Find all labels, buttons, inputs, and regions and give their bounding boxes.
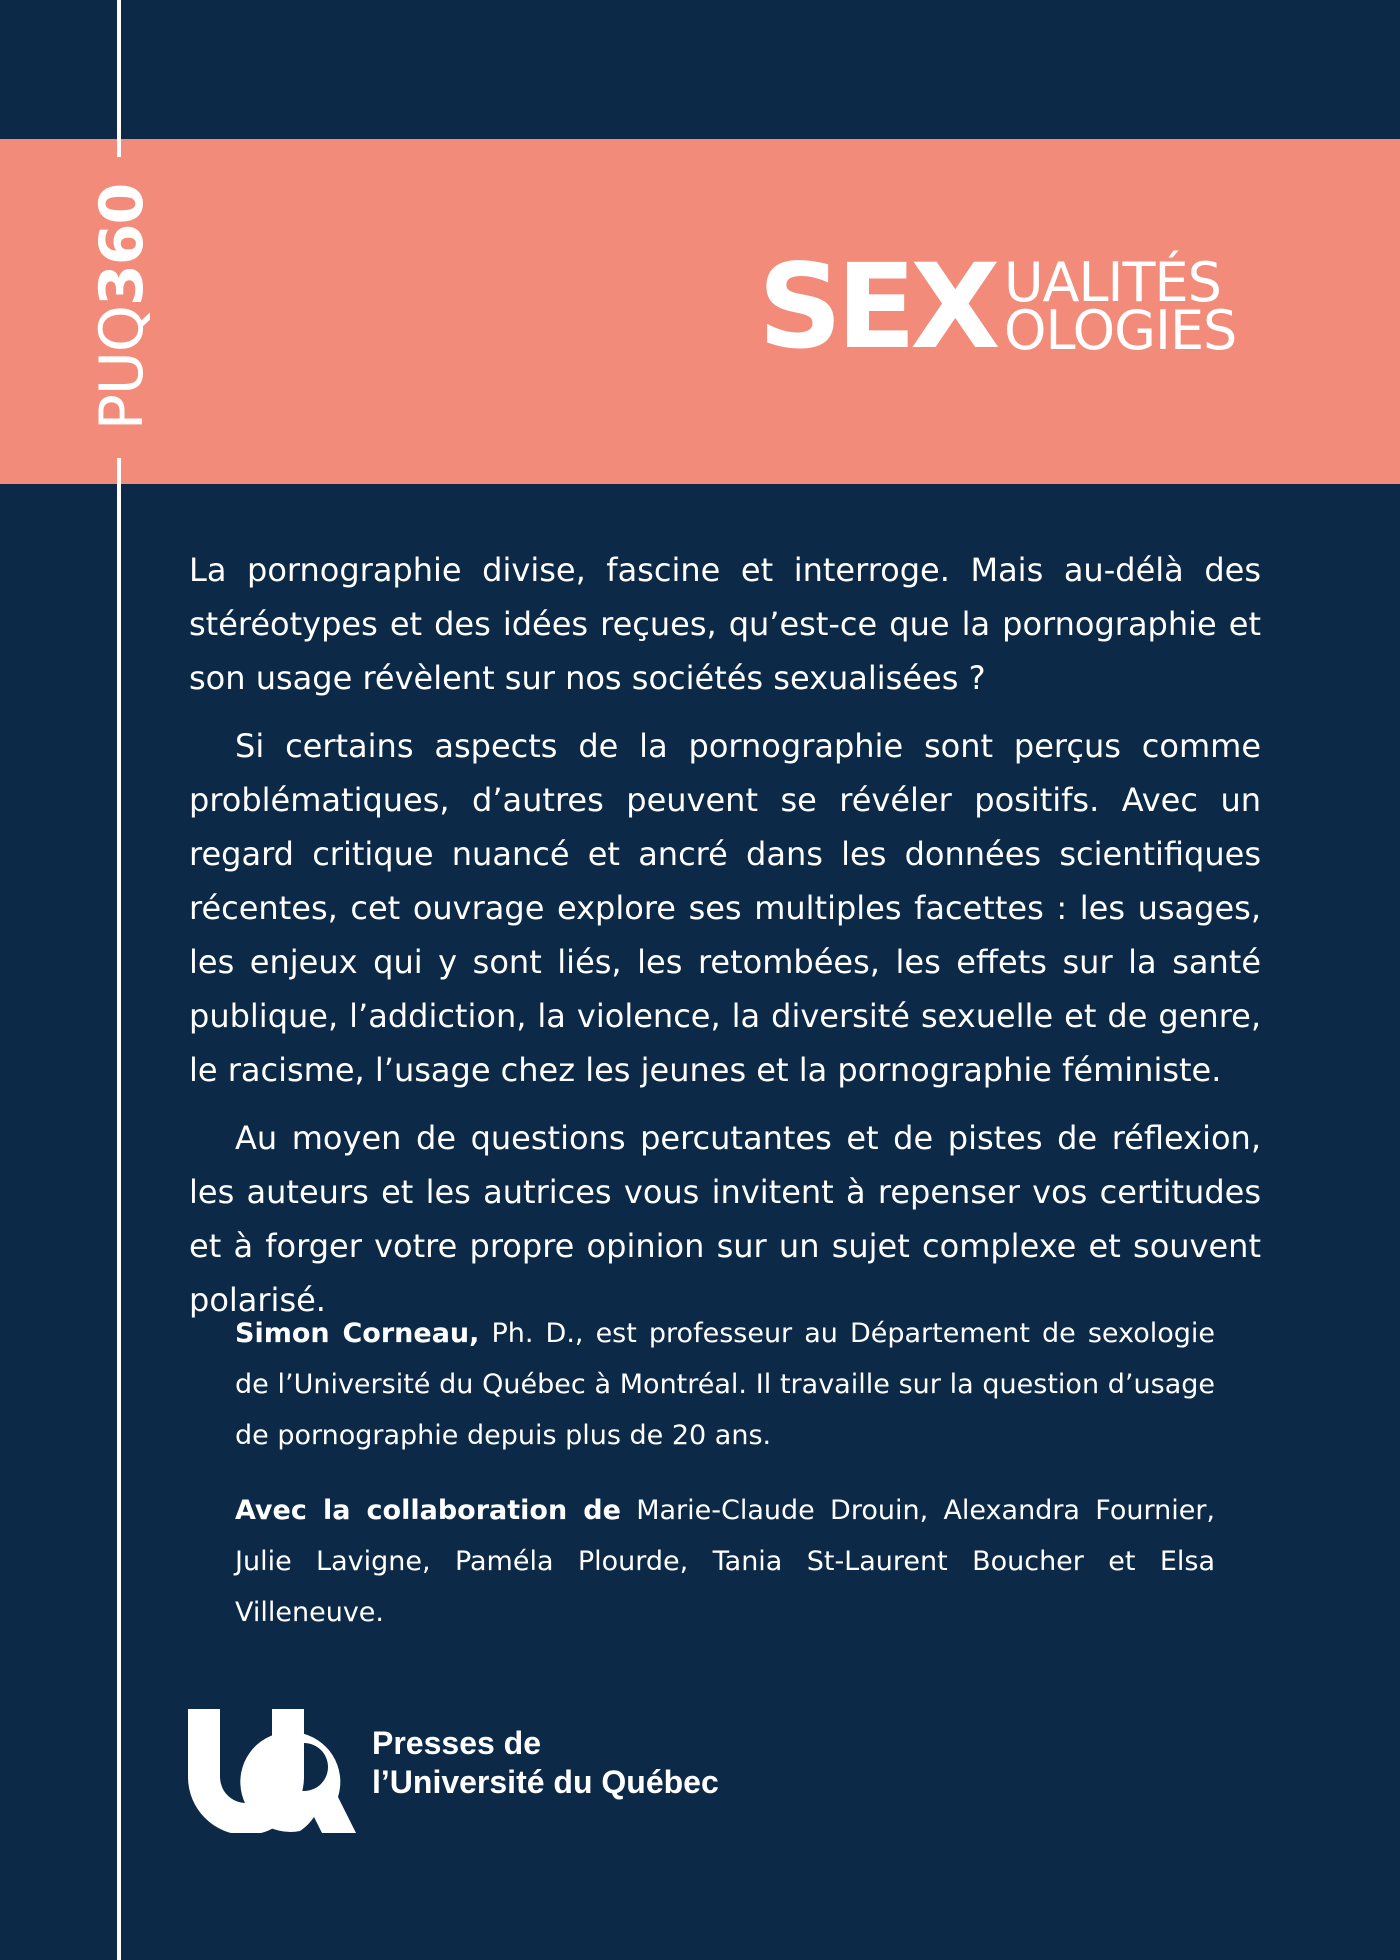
author-name: Simon Corneau,: [235, 1318, 480, 1349]
collection-logo-suffix-2: OLOGIES: [1004, 299, 1237, 362]
series-label-bold: 360: [87, 183, 157, 306]
publisher-line-2: l’Université du Québec: [372, 1764, 719, 1800]
vertical-rule-band: [117, 139, 121, 157]
book-description: [189, 543, 1261, 1341]
publisher-line-1: Presses de: [372, 1725, 542, 1761]
collaborators-names: Marie-Claude Drouin, Alexandra Fournier, Julie Lavigne, Paméla Plourde, Tania St-Laurent Boucher et Elsa Villeneuve.: [235, 1495, 1215, 1628]
description-paragraph-3: Au moyen de questions percutantes et de pistes de réflexion, les auteurs et les autrices vous invitent à repenser vos certitudes et à forger votre propre opinion sur un sujet complexe et souvent polarisé.: [189, 1119, 1261, 1319]
vertical-rule-top: [117, 0, 121, 157]
author-bio: [235, 1308, 1215, 1461]
collaborators-label: Avec la collaboration de: [235, 1495, 621, 1526]
vertical-rule-bottom: [117, 458, 121, 1960]
collaborators: [235, 1485, 1215, 1638]
series-label: [87, 183, 157, 431]
uq-logo-icon: [188, 1709, 358, 1833]
collection-logo-suffix-1: UALITÉS: [1004, 251, 1221, 314]
description-paragraph-1: La pornographie divise, fascine et interroge. Mais au-délà des stéréotypes et des idées reçues, qu’est-ce que la pornographie et son usage révèlent sur nos sociétés sexualisées ?: [189, 551, 1261, 697]
author-bio-text: Ph. D., est professeur au Département de sexologie de l’Université du Québec à Montréal. Il travaille sur la question d’usage de pornographie depuis plus de 20 ans.: [235, 1318, 1215, 1451]
collection-logo-sex: SEX: [758, 238, 995, 375]
description-paragraph-2: Si certains aspects de la pornographie sont perçus comme problématiques, d’autres peuvent se révéler positifs. Avec un regard critique nuancé et ancré dans les données scientifiques récentes, cet ouvrage explore ses multiples facettes : les usages, les enjeux qui y sont liés, les retombées, les effets sur la santé publique, l’addiction, la violence, la diversité sexuelle et de genre, le racisme, l’usage chez les jeunes et la pornographie féministe.: [189, 727, 1261, 1089]
publisher-name: [372, 1724, 719, 1802]
series-label-light: PUQ: [87, 305, 157, 431]
